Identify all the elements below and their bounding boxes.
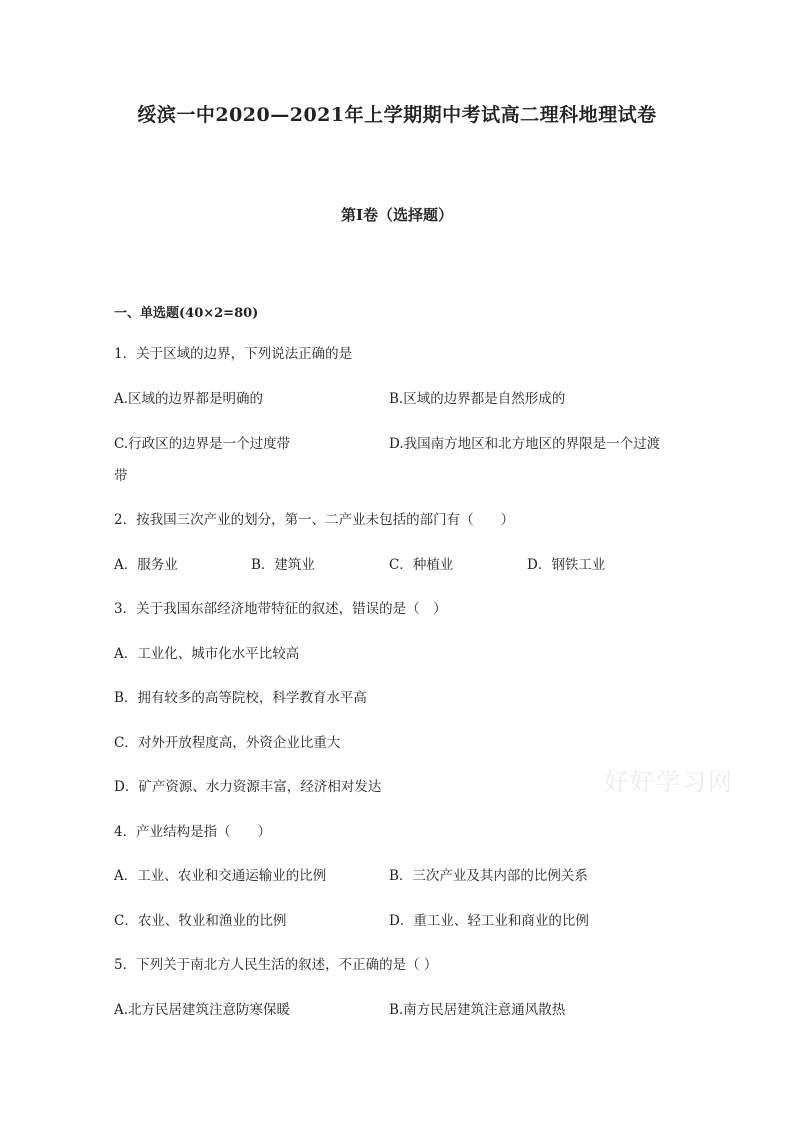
question-4-stem: 4．产业结构是指（ ） bbox=[114, 824, 272, 840]
question-1-stem: 1．关于区域的边界，下列说法正确的是 bbox=[114, 346, 353, 362]
question-2-option-d: D．钢铁工业 bbox=[527, 557, 606, 573]
question-2-option-c: C．种植业 bbox=[389, 557, 454, 573]
question-3-option-b: B．拥有较多的高等院校，科学教育水平高 bbox=[114, 690, 367, 706]
question-4-option-d: D．重工业、轻工业和商业的比例 bbox=[389, 913, 589, 929]
question-3-option-c: C．对外开放程度高，外资企业比重大 bbox=[114, 735, 341, 751]
question-4-option-b: B．三次产业及其内部的比例关系 bbox=[389, 868, 588, 884]
question-1-option-a: A.区域的边界都是明确的 bbox=[114, 391, 264, 407]
question-2-option-b: B．建筑业 bbox=[251, 557, 315, 573]
watermark: 好好学习网 bbox=[604, 768, 734, 796]
exam-title: 绥滨一中2020—2021年上学期期中考试高二理科地理试卷 bbox=[137, 104, 657, 126]
exam-subtitle: 第I卷（选择题） bbox=[340, 206, 454, 224]
question-5-stem: 5．下列关于南北方人民生活的叙述，不正确的是（ ） bbox=[114, 957, 438, 973]
question-1-option-c: C.行政区的边界是一个过度带 bbox=[114, 436, 291, 452]
question-4-option-a: A．工业、农业和交通运输业的比例 bbox=[114, 868, 327, 884]
question-3-option-a: A．工业化、城市化水平比较高 bbox=[114, 646, 300, 662]
question-2-option-a: A．服务业 bbox=[114, 557, 178, 573]
question-5-option-a: A.北方民居建筑注意防寒保暖 bbox=[114, 1002, 291, 1018]
question-3-stem: 3．关于我国东部经济地带特征的叙述，错误的是（ ） bbox=[114, 601, 447, 617]
question-2-stem: 2．按我国三次产业的划分，第一、二产业未包括的部门有（ ） bbox=[114, 512, 515, 528]
question-1-option-d: D.我国南方地区和北方地区的界限是一个过渡 bbox=[389, 436, 661, 452]
question-1-option-d-continuation: 带 bbox=[114, 468, 128, 484]
question-3-option-d: D．矿产资源、水力资源丰富，经济相对发达 bbox=[114, 779, 382, 795]
section-heading: 一、单选题(40×2=80) bbox=[114, 306, 259, 321]
question-1-option-b: B.区域的边界都是自然形成的 bbox=[389, 391, 566, 407]
question-4-option-c: C．农业、牧业和渔业的比例 bbox=[114, 913, 287, 929]
question-5-option-b: B.南方民居建筑注意通风散热 bbox=[389, 1002, 566, 1018]
